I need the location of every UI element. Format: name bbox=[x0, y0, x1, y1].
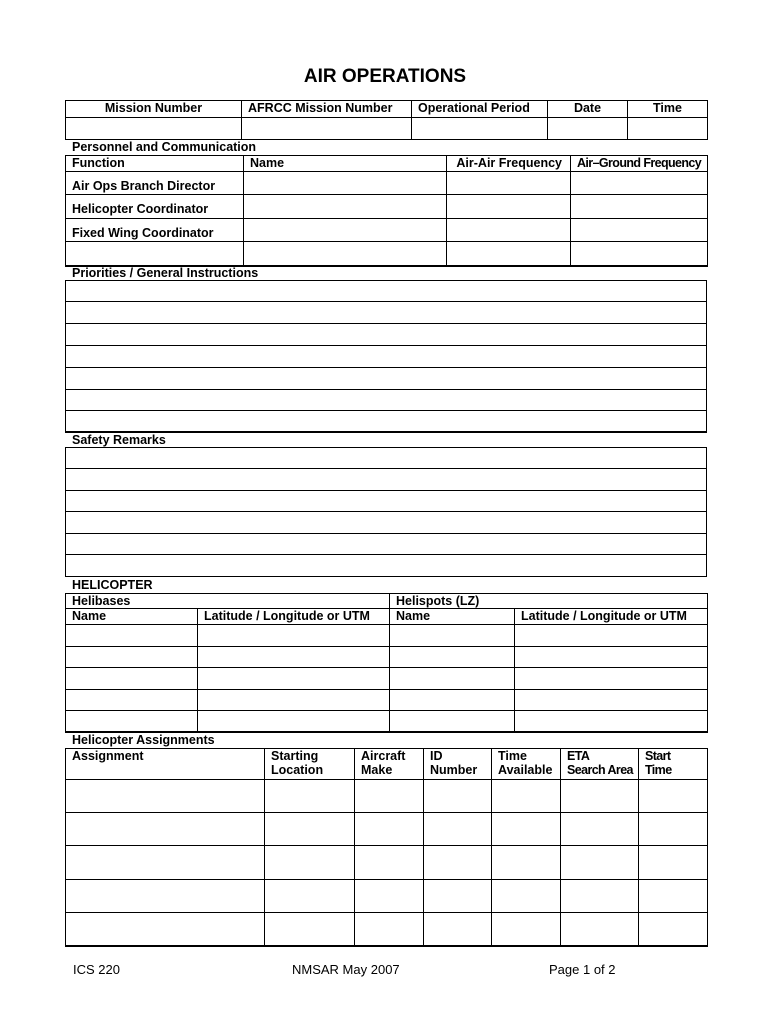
helibase-latlon-field[interactable] bbox=[198, 625, 390, 647]
eta-field[interactable] bbox=[561, 813, 639, 846]
name-header: Name bbox=[244, 156, 447, 172]
afrcc-mission-number-field[interactable] bbox=[242, 118, 412, 140]
eta-field[interactable] bbox=[561, 913, 639, 946]
air-ground-frequency-header: Air–Ground Frequency bbox=[571, 156, 708, 172]
function-fixed-wing-coordinator: Fixed Wing Coordinator bbox=[66, 219, 244, 242]
assignment-header: Assignment bbox=[66, 749, 265, 780]
name-field[interactable] bbox=[244, 219, 447, 242]
air-ground-field[interactable] bbox=[571, 172, 708, 195]
aircraft-make-field[interactable] bbox=[355, 913, 424, 946]
helibases-label: Helibases bbox=[66, 594, 390, 609]
eta-search-area-header: ETA Search Area bbox=[561, 749, 639, 780]
time-label: Time bbox=[628, 101, 708, 118]
air-air-field[interactable] bbox=[447, 172, 571, 195]
assignment-field[interactable] bbox=[66, 780, 265, 813]
safety-line[interactable] bbox=[66, 491, 707, 512]
time-field[interactable] bbox=[628, 118, 708, 140]
start-time-field[interactable] bbox=[639, 880, 708, 913]
safety-line[interactable] bbox=[66, 555, 707, 577]
helispot-name-header: Name bbox=[390, 609, 515, 625]
safety-line[interactable] bbox=[66, 512, 707, 534]
air-air-frequency-header: Air-Air Frequency bbox=[447, 156, 571, 172]
helispot-latlon-field[interactable] bbox=[515, 647, 708, 668]
helispot-name-field[interactable] bbox=[390, 647, 515, 668]
helibase-name-field[interactable] bbox=[66, 668, 198, 690]
date-field[interactable] bbox=[548, 118, 628, 140]
page-number: Page 1 of 2 bbox=[549, 962, 616, 977]
helibase-latlon-field[interactable] bbox=[198, 690, 390, 711]
aircraft-make-header: Aircraft Make bbox=[355, 749, 424, 780]
assignment-field[interactable] bbox=[66, 846, 265, 880]
helispot-name-field[interactable] bbox=[390, 690, 515, 711]
starting-location-header: Starting Location bbox=[265, 749, 355, 780]
priorities-line[interactable] bbox=[66, 368, 707, 390]
start-time-field[interactable] bbox=[639, 780, 708, 813]
air-air-field[interactable] bbox=[447, 219, 571, 242]
eta-field[interactable] bbox=[561, 846, 639, 880]
starting-location-field[interactable] bbox=[265, 846, 355, 880]
starting-location-field[interactable] bbox=[265, 813, 355, 846]
function-air-ops-branch-director: Air Ops Branch Director bbox=[66, 172, 244, 195]
air-ground-field[interactable] bbox=[571, 242, 708, 266]
assignments-section-title: Helicopter Assignments bbox=[72, 733, 215, 747]
priorities-line[interactable] bbox=[66, 346, 707, 368]
helispot-name-field[interactable] bbox=[390, 668, 515, 690]
time-available-header: Time Available bbox=[492, 749, 561, 780]
personnel-section-title: Personnel and Communication bbox=[72, 140, 257, 154]
helispot-latlon-field[interactable] bbox=[515, 668, 708, 690]
priorities-line[interactable] bbox=[66, 281, 707, 302]
personnel-table bbox=[65, 155, 708, 267]
name-field[interactable] bbox=[244, 172, 447, 195]
time-available-field[interactable] bbox=[492, 813, 561, 846]
starting-location-field[interactable] bbox=[265, 880, 355, 913]
helibase-latlon-field[interactable] bbox=[198, 647, 390, 668]
operational-period-label: Operational Period bbox=[412, 101, 548, 118]
air-air-field[interactable] bbox=[447, 242, 571, 266]
aircraft-make-field[interactable] bbox=[355, 780, 424, 813]
aircraft-make-field[interactable] bbox=[355, 880, 424, 913]
mission-number-label: Mission Number bbox=[66, 101, 242, 118]
id-number-field[interactable] bbox=[424, 813, 492, 846]
header-table bbox=[65, 100, 708, 140]
helibase-name-header: Name bbox=[66, 609, 198, 625]
time-available-field[interactable] bbox=[492, 880, 561, 913]
start-time-field[interactable] bbox=[639, 846, 708, 880]
helibase-latlon-field[interactable] bbox=[198, 711, 390, 732]
priorities-line[interactable] bbox=[66, 302, 707, 324]
helibase-name-field[interactable] bbox=[66, 690, 198, 711]
time-available-field[interactable] bbox=[492, 780, 561, 813]
function-header: Function bbox=[66, 156, 244, 172]
helicopter-section-title: HELICOPTER bbox=[72, 578, 153, 592]
safety-section-title: Safety Remarks bbox=[72, 433, 166, 447]
id-number-header: ID Number bbox=[424, 749, 492, 780]
assignment-field[interactable] bbox=[66, 913, 265, 946]
function-field[interactable] bbox=[66, 242, 244, 266]
afrcc-mission-number-label: AFRCC Mission Number bbox=[242, 101, 412, 118]
helispot-name-field[interactable] bbox=[390, 625, 515, 647]
aircraft-make-field[interactable] bbox=[355, 846, 424, 880]
form-title: AIR OPERATIONS bbox=[303, 66, 467, 87]
air-ground-field[interactable] bbox=[571, 195, 708, 219]
priorities-table bbox=[65, 280, 707, 433]
helibase-name-field[interactable] bbox=[66, 711, 198, 732]
assignments-table bbox=[65, 748, 708, 947]
name-field[interactable] bbox=[244, 242, 447, 266]
air-air-field[interactable] bbox=[447, 195, 571, 219]
eta-field[interactable] bbox=[561, 780, 639, 813]
form-id: ICS 220 bbox=[73, 962, 120, 977]
priorities-line[interactable] bbox=[66, 324, 707, 346]
helispot-latlon-field[interactable] bbox=[515, 711, 708, 732]
helispots-label: Helispots (LZ) bbox=[390, 594, 708, 609]
safety-line[interactable] bbox=[66, 448, 707, 469]
safety-line[interactable] bbox=[66, 534, 707, 555]
start-time-field[interactable] bbox=[639, 813, 708, 846]
time-available-field[interactable] bbox=[492, 846, 561, 880]
start-time-header: Start Time bbox=[639, 749, 708, 780]
air-ground-field[interactable] bbox=[571, 219, 708, 242]
date-label: Date bbox=[548, 101, 628, 118]
start-time-field[interactable] bbox=[639, 913, 708, 946]
helibase-latlon-header: Latitude / Longitude or UTM bbox=[198, 609, 390, 625]
id-number-field[interactable] bbox=[424, 880, 492, 913]
helibase-name-field[interactable] bbox=[66, 647, 198, 668]
time-available-field[interactable] bbox=[492, 913, 561, 946]
eta-field[interactable] bbox=[561, 880, 639, 913]
assignment-field[interactable] bbox=[66, 813, 265, 846]
helispot-latlon-field[interactable] bbox=[515, 690, 708, 711]
helicopter-table bbox=[65, 593, 708, 733]
name-field[interactable] bbox=[244, 195, 447, 219]
id-number-field[interactable] bbox=[424, 846, 492, 880]
priorities-line[interactable] bbox=[66, 390, 707, 411]
id-number-field[interactable] bbox=[424, 913, 492, 946]
function-helicopter-coordinator: Helicopter Coordinator bbox=[66, 195, 244, 219]
priorities-line[interactable] bbox=[66, 411, 707, 432]
starting-location-field[interactable] bbox=[265, 780, 355, 813]
assignment-field[interactable] bbox=[66, 880, 265, 913]
aircraft-make-field[interactable] bbox=[355, 813, 424, 846]
safety-table bbox=[65, 447, 707, 577]
operational-period-field[interactable] bbox=[412, 118, 548, 140]
id-number-field[interactable] bbox=[424, 780, 492, 813]
helispot-name-field[interactable] bbox=[390, 711, 515, 732]
starting-location-field[interactable] bbox=[265, 913, 355, 946]
helibase-name-field[interactable] bbox=[66, 625, 198, 647]
helispot-latlon-field[interactable] bbox=[515, 625, 708, 647]
mission-number-field[interactable] bbox=[66, 118, 242, 140]
helispot-latlon-header: Latitude / Longitude or UTM bbox=[515, 609, 708, 625]
helibase-latlon-field[interactable] bbox=[198, 668, 390, 690]
revision-label: NMSAR May 2007 bbox=[292, 962, 400, 977]
priorities-section-title: Priorities / General Instructions bbox=[72, 266, 259, 280]
safety-line[interactable] bbox=[66, 469, 707, 491]
